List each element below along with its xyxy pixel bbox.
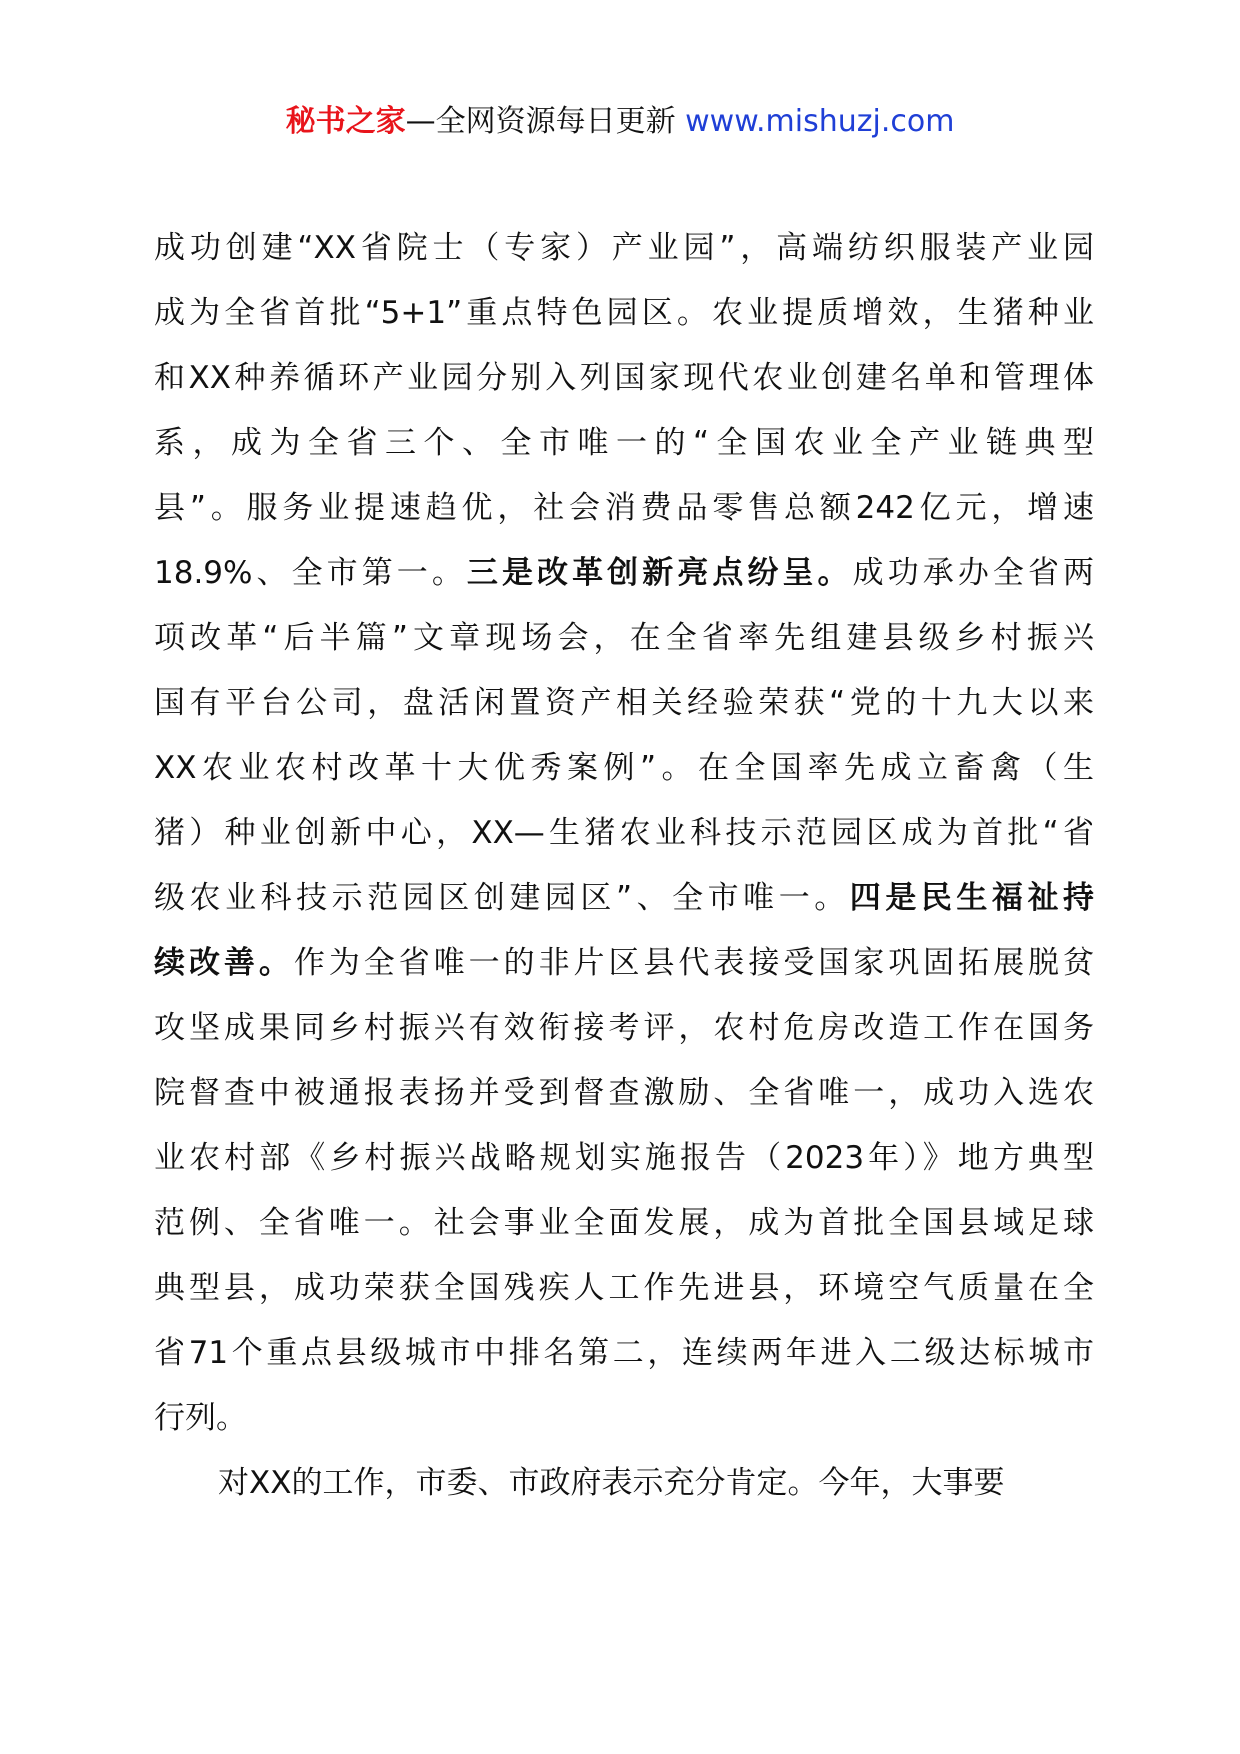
- text-segment: 项改革“后半篇”文章现场会，在全省率先组建县级乡村振兴: [154, 620, 1094, 656]
- text-line: [154, 931, 1094, 996]
- text-line: [154, 1126, 1094, 1191]
- text-line: [154, 1386, 1094, 1451]
- text-line: [154, 281, 1094, 346]
- text-segment: 典型县，成功荣获全国残疾人工作先进县，环境空气质量在全: [154, 1270, 1094, 1306]
- text-segment: 国有平台公司，盘活闲置资产相关经验荣获“党的十九大以来: [154, 685, 1094, 721]
- body-text: [154, 216, 1094, 1516]
- text-segment: 对XX的工作，市委、市政府表示充分肯定。今年，大事要: [218, 1465, 1005, 1501]
- paragraph: [154, 1451, 1094, 1516]
- text-segment: 业农村部《乡村振兴战略规划实施报告（2023年）》地方典型: [154, 1140, 1094, 1176]
- emphasis-text: 续改善。: [154, 945, 294, 981]
- text-segment: 省71个重点县级城市中排名第二，连续两年进入二级达标城市: [154, 1335, 1094, 1371]
- text-line: [154, 866, 1094, 931]
- text-segment: 猪）种业创新中心，XX—生猪农业科技示范园区成为首批“省: [154, 815, 1094, 851]
- text-line: [154, 801, 1094, 866]
- text-segment: 院督查中被通报表扬并受到督查激励、全省唯一，成功入选农: [154, 1075, 1094, 1111]
- text-line: [154, 216, 1094, 281]
- text-line: [154, 541, 1094, 606]
- text-line: [154, 996, 1094, 1061]
- text-segment: 范例、全省唯一。社会事业全面发展，成为首批全国县域足球: [154, 1205, 1094, 1241]
- header-tagline: —全网资源每日更新: [405, 104, 676, 139]
- text-line: [154, 1321, 1094, 1386]
- text-segment: XX农业农村改革十大优秀案例”。在全国率先成立畜禽（生: [154, 750, 1094, 786]
- text-segment: 成功创建“XX省院士（专家）产业园”，高端纺织服装产业园: [154, 230, 1094, 266]
- site-url-link[interactable]: www.mishuzj.com: [685, 104, 955, 139]
- text-segment: 作为全省唯一的非片区县代表接受国家巩固拓展脱贫: [293, 945, 1095, 981]
- paragraph: [154, 216, 1094, 1451]
- text-line: [154, 1061, 1094, 1126]
- text-line: [154, 606, 1094, 671]
- text-segment: 县”。服务业提速趋优，社会消费品零售总额242亿元，增速: [154, 490, 1094, 526]
- text-line: [154, 346, 1094, 411]
- text-line: [154, 476, 1094, 541]
- text-line: [154, 1256, 1094, 1321]
- text-segment: 和XX种养循环产业园分别入列国家现代农业创建名单和管理体: [154, 360, 1094, 396]
- text-segment: 行列。: [154, 1400, 247, 1436]
- text-segment: 成功承办全省两: [852, 555, 1095, 591]
- text-line: [154, 1451, 1094, 1516]
- brand-name: 秘书之家: [285, 104, 406, 139]
- text-segment: 18.9%、全市第一。: [154, 555, 467, 591]
- emphasis-text: 三是改革创新亮点纷呈。: [466, 555, 853, 591]
- emphasis-text: 四是民生福祉持: [849, 880, 1094, 916]
- page-header: [0, 100, 1240, 144]
- text-segment: 级农业科技示范园区创建园区”、全市唯一。: [154, 880, 850, 916]
- text-segment: 系，成为全省三个、全市唯一的“全国农业全产业链典型: [154, 425, 1094, 461]
- text-line: [154, 411, 1094, 476]
- text-line: [154, 1191, 1094, 1256]
- text-line: [154, 736, 1094, 801]
- text-segment: 成为全省首批“5+1”重点特色园区。农业提质增效，生猪种业: [154, 295, 1094, 331]
- text-segment: 攻坚成果同乡村振兴有效衔接考评，农村危房改造工作在国务: [154, 1010, 1094, 1046]
- text-line: [154, 671, 1094, 736]
